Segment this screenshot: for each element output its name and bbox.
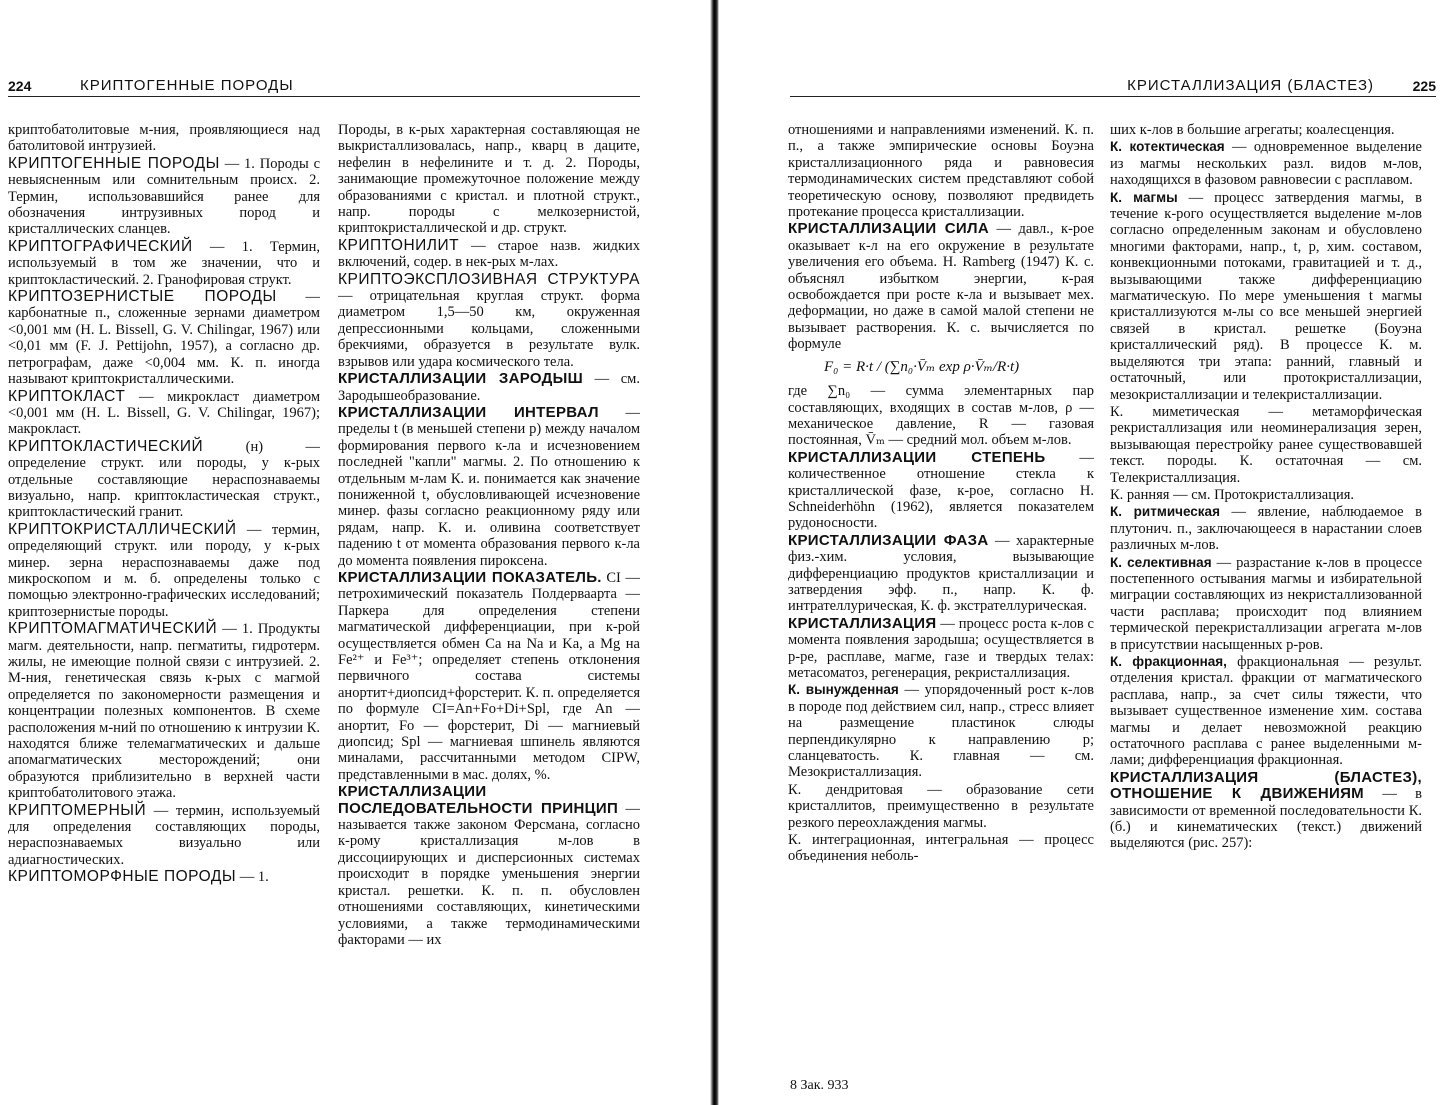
left-running-head: [8, 70, 640, 97]
entry-headword: КРИПТОГЕННЫЕ ПОРОДЫ: [8, 154, 220, 172]
entry-text: Породы, в к-рых характерная составляющая не выкристаллизовалась, напр., кварц в даците, нефелин в нефелините и т. д. 2. Породы, занимающие промежуточное положение между образованиями с кристал. и плотной структ., напр. породы с мелкозернистой, криптокристаллической и др. структ.: [338, 122, 640, 237]
dictionary-entry: [8, 803, 320, 869]
entry-text: — микрокласт диаметром <0,001 мм (H. L. Bissell, G. V. Chilingar, 1967); макрокласт.: [8, 388, 320, 438]
right-page: [718, 0, 1444, 1105]
dictionary-entry: [788, 782, 1094, 831]
entry-text: — давл., к-рое оказывает к-л на его окружение в результате увеличения его объема. H. Ramberg (1947) К. с. объяснял избытком энергии, к-рая освобождается при росте к-ла и вызывает мех. деформации, но даже в самой малой степени не вызывает растворения. К. с. вычисляется по формуле: [788, 221, 1094, 353]
entry-headword: К. селективная: [1110, 554, 1212, 570]
entry-headword: КРИСТАЛЛИЗАЦИИ ПОКАЗАТЕЛЬ.: [338, 568, 602, 586]
entry-text: отношениями и направлениями изменений. К. п. п., а также эмпирические основы Боуэна кристаллизационного ряда и равновесия термодинамических систем представляют собой теоретическую основу, позволяют предвидеть протекание процесса кристаллизации.: [788, 122, 1094, 221]
dictionary-entry: [8, 239, 320, 288]
entry-text: — 1. Породы с невыясненным или сомнительным происх. 2. Термин, использовавшийся ранее для обозначения интрузивных пород и кристаллических сланцев.: [8, 155, 320, 238]
dictionary-entry: [338, 122, 640, 237]
left-running-title: КРИПТОГЕННЫЕ ПОРОДЫ: [80, 77, 294, 94]
entry-headword: К. котектическая: [1110, 139, 1225, 155]
entry-headword: КРИПТОМОРФНЫЕ ПОРОДЫ: [8, 868, 237, 886]
dictionary-entry: [788, 682, 1094, 780]
dictionary-entry: [1110, 190, 1422, 403]
left-column-1: [8, 122, 320, 1097]
entry-text: — явление, наблюдаемое в плутонич. п., заключающееся в нарастании слоев различных м-лов.: [1110, 504, 1422, 554]
entry-text: — отрицательная круглая структ. форма диаметром 1,5—50 км, окруженная депрессионными кольцами, сложенными брекчиями, образуется в результате вулк. взрывов или удара космического тела.: [338, 288, 640, 370]
entry-text: — характерные физ.-хим. условия, вызывающие дифференциацию продуктов кристаллизации и затвердения эфф. п., напр. К. ф. интрателлурическая, К. ф. экстрателлурическая.: [788, 532, 1094, 615]
left-column-2: [338, 122, 640, 1097]
dictionary-entry: [8, 122, 320, 155]
entry-text: — называется также законом Ферсмана, согласно к-рому кристаллизация м-лов в диссоциирующих и дисперсионных системах происходит в порядке уменьшения энергии кристал. решетки. К. п. п. обусловлен отношениями составляющих, кинетическими условиями, а также термодинамическими факторами — их: [338, 800, 640, 948]
entry-text: — старое назв. жидких включений, содер. в нек-рых м-лах.: [338, 237, 640, 271]
entry-text: К. интеграционная, интегральная — процесс объединения неболь-: [788, 832, 1094, 865]
dictionary-entry: [788, 450, 1094, 532]
entry-headword: КРИСТАЛЛИЗАЦИИ СИЛА: [788, 220, 989, 238]
entry-text: К. миметическая — метаморфическая рекристаллизация или неоминерализация зерен, вызывающая перестройку ранее существовавшей текст. породы. К. остаточная — см. Телекристаллизация.: [1110, 403, 1422, 486]
entry-text: — разрастание к-лов в процессе постепенного остывания магмы и избирательной миграции составляющих из некристаллизованной части расплава; происходит под влиянием термической перекристаллизации агрегата м-лов в присутствии насыщенных р-ров.: [1110, 554, 1422, 653]
print-footer: 8 Зак. 933: [790, 1078, 849, 1093]
dictionary-entry: [338, 570, 640, 783]
dictionary-entry: [1110, 654, 1422, 769]
entry-headword: КРИСТАЛЛИЗАЦИИ ЗАРОДЫШ: [338, 370, 583, 388]
dictionary-entry: [338, 371, 640, 404]
dictionary-entry: [338, 784, 640, 948]
entry-text: фракциональная — результ. отделения кристал. фракции от магматического расплава, напр., за счет силы тяжести, что вызывает существенное изменение хим. состава магмы и делает невозможной реакцию остаточного расплава с ранее выделенными м-лами; дифференциация фракционная.: [1110, 654, 1422, 769]
dictionary-entry: [338, 238, 640, 271]
dictionary-entry: [788, 221, 1094, 352]
entry-headword: К. ритмическая: [1110, 504, 1220, 520]
dictionary-entry: [1110, 404, 1422, 486]
left-page: [0, 0, 712, 1105]
right-column-1: [788, 122, 1094, 1097]
right-running-title: КРИСТАЛЛИЗАЦИЯ (БЛАСТЕЗ): [1127, 77, 1374, 94]
dictionary-entry: [8, 621, 320, 801]
entry-text: — в зависимости от временной последовательности К. (б.) и кинематических (текст.) движений выделяются (рис. 257):: [1110, 786, 1422, 852]
dictionary-entry: [338, 272, 640, 370]
entry-text: — 1. Термин, используемый в том же значении, что и криптокластический. 2. Гранофировая структ.: [8, 238, 320, 288]
dictionary-entry: [788, 832, 1094, 865]
entry-text: — термин, определяющий структ. или породу, у к-рых минер. зерна нераспознаваемы даже под микроскопом и м. б. определены только с помощью электронно-графических исследований; криптозернистые породы.: [8, 521, 320, 620]
dictionary-entry: [8, 439, 320, 521]
entry-headword: КРИПТОКЛАСТ: [8, 387, 126, 405]
entry-headword: КРИСТАЛЛИЗАЦИИ ПОСЛЕДОВАТЕЛЬНОСТИ ПРИНЦИП: [338, 783, 619, 817]
entry-headword: КРИПТОМЕРНЫЙ: [8, 801, 147, 819]
entry-headword: К. вынужденная: [788, 682, 899, 698]
entry-text: — одновременное выделение из магмы нескольких разл. видов м-лов, находящихся в фазовом равновесии с расплавом.: [1110, 139, 1422, 189]
entry-text: К. дендритовая — образование сети кристаллитов, преимущественно в результате резкого переохлаждения магмы.: [788, 781, 1094, 831]
entry-text: (н) — определение структ. или породы, у к-рых отдельные составляющие нераспознаваемы визуально, напр. криптокластическая структ., криптокластический гранит.: [8, 438, 320, 521]
dictionary-entry: [788, 383, 1094, 449]
dictionary-entry: [1110, 487, 1422, 503]
entry-text: — карбонатные п., сложенные зернами диаметром <0,001 мм (H. L. Bissell, G. V. Chilingar, 1967) или <0,01 мм (F. J. Pettijohn, 1957), а согласно др. петрографам, даже <0,004 мм. К. п. иногда называют криптокристаллическими.: [8, 289, 320, 388]
entry-text: — упорядоченный рост к-лов в породе под действием сил, напр., стресс влияет на размещение пластинок слюды перпендикулярно к направлению p; сланцеватость. К. главная — см. Мезокристаллизация.: [788, 682, 1094, 781]
entry-text: — 1.: [236, 869, 269, 886]
entry-text: ших к-лов в большие агрегаты; коалесценция.: [1110, 122, 1395, 138]
entry-text: CI — петрохимический показатель Полдерваарта — Паркера для определения степени магматической дифференциации, при к-рой осуществляется обмен Ca на Na и Ka, a Mg на Fe²⁺ и Fe³⁺; определяет степень отклонения первичного состава системы анортит+диопсид+форстерит. К. п. определяется по формуле CI=An+Fo+Di+Spl, где An — анортит, Fo — форстерит, Di — магниевый диопсид; Spl — магниевая шпинель являются миналами, рассчитанными методом CIPW, представленными в мас. долях, %.: [338, 569, 640, 783]
entry-headword: КРИПТОГРАФИЧЕСКИЙ: [8, 237, 193, 255]
dictionary-entry: [8, 156, 320, 238]
entry-headword: КРИСТАЛЛИЗАЦИИ ФАЗА: [788, 531, 989, 549]
entry-headword: КРИСТАЛЛИЗАЦИИ ИНТЕРВАЛ: [338, 403, 599, 421]
entry-text: — термин, используемый для определения составляющих породы, нераспознаваемых визуально или адиагностических.: [8, 802, 320, 868]
dictionary-entry: [788, 122, 1094, 220]
entry-headword: КРИСТАЛЛИЗАЦИЯ (БЛАСТЕЗ), ОТНОШЕНИЕ К ДВИЖЕНИЯМ: [1110, 768, 1422, 803]
entry-headword: КРИПТОКЛАСТИЧЕСКИЙ: [8, 437, 204, 455]
entry-text: — пределы t (в меньшей степени p) между началом формирования первого к-ла и исчезновением последней "капли" магмы. 2. По отношению к отдельным м-лам К. и. понимается как значение пониженной t, обусловливающей исчезновение минер. фазы согласно реакционному ряду или рядам, напр. К. и. оливина соответствует падению t от момента образования первого к-ла до момента появления пироксена.: [338, 404, 640, 569]
entry-text: — количественное отношение стекла к кристаллической фазе, к-рое, согласно H. Schneiderhöhn (1962), является показателем рудоносности.: [788, 449, 1094, 532]
entry-headword: КРИПТОЗЕРНИСТЫЕ ПОРОДЫ: [8, 288, 277, 306]
dictionary-entry: [8, 869, 320, 885]
entry-text: — процесс затвердения магмы, в течение к-рого осуществляется выделение м-лов согласно определенным законам и обусловлено многими факторами, напр., t, p, хим. составом, конвекционными потоками, гравитацией и т. д., вызывающими также дифференциацию магматическую. По мере уменьшения t магмы кристаллизуются м-лы со все меньшей энергией связей в кристал. решетке (Боуэна кристаллический ряд). В процессе К. м. выделяются три этапа: ранний, главный и остаточный, или протокристаллизации, мезокристаллизации и телекристаллизации.: [1110, 189, 1422, 403]
entry-headword: КРИПТОНИЛИТ: [338, 236, 460, 254]
entry-headword: КРИПТОМАГМАТИЧЕСКИЙ: [8, 620, 218, 638]
dictionary-entry: [8, 522, 320, 620]
entry-headword: К. фракционная,: [1110, 654, 1227, 669]
dictionary-entry: [1110, 770, 1422, 852]
left-page-number: 224: [8, 78, 32, 94]
entry-text: криптобатолитовые м-ния, проявляющиеся над батолитовой интрузией.: [8, 122, 320, 155]
dictionary-entry: [1110, 122, 1422, 138]
right-page-number: 225: [1412, 78, 1436, 94]
entry-text: — 1. Продукты магм. деятельности, напр. пегматиты, гидротерм. жилы, не имеющие полной связи с интрузией. 2. М-ния, генетическая связь к-рых с магмой определяется по закономерности размещения и концентрации полезных компонентов. В схеме расположения м-ний по отношению к интрузии К. находятся ближе телемагматических и дальше апомагматических месторождений; они образуются приблизительно в верхней части криптобатолитового этажа.: [8, 621, 320, 802]
dictionary-entry: [1110, 139, 1422, 188]
right-column-2: [1110, 122, 1422, 1097]
entry-headword: К. магмы: [1110, 189, 1178, 205]
entry-headword: КРИСТАЛЛИЗАЦИЯ: [788, 614, 937, 632]
entry-text: — процесс роста к-лов с момента появления зародыша; осуществляется в р-ре, расплаве, магме, газе и твердых телах: метасоматоз, регенерация, рекристаллизация.: [788, 615, 1094, 681]
dictionary-entry: [8, 389, 320, 438]
dictionary-entry: [1110, 555, 1422, 653]
right-running-head: [790, 70, 1436, 97]
entry-headword: КРИСТАЛЛИЗАЦИИ СТЕПЕНЬ: [788, 448, 1046, 466]
formula: F₀ = R·t / (∑n₀·V̄ₘ exp ρ·V̄ₘ/R·t): [824, 358, 1020, 375]
entry-headword: КРИПТОЭКСПЛОЗИВНАЯ СТРУКТУРА: [338, 270, 640, 288]
dictionary-entry: [788, 533, 1094, 615]
entry-text: К. ранняя — см. Протокристаллизация.: [1110, 486, 1355, 503]
entry-headword: КРИПТОКРИСТАЛЛИЧЕСКИЙ: [8, 520, 237, 538]
dictionary-entry: [788, 616, 1094, 682]
dictionary-entry: [1110, 504, 1422, 553]
entry-text: — см. Зародышеобразование.: [338, 371, 640, 404]
dictionary-entry: [8, 289, 320, 387]
entry-text: где ∑n₀ — сумма элементарных пар составляющих, входящих в состав м-лов, ρ — механическое давление, R — газовая постоянная, V̄ₘ — средний мол. объем м-лов.: [788, 383, 1094, 449]
dictionary-entry: [338, 405, 640, 569]
